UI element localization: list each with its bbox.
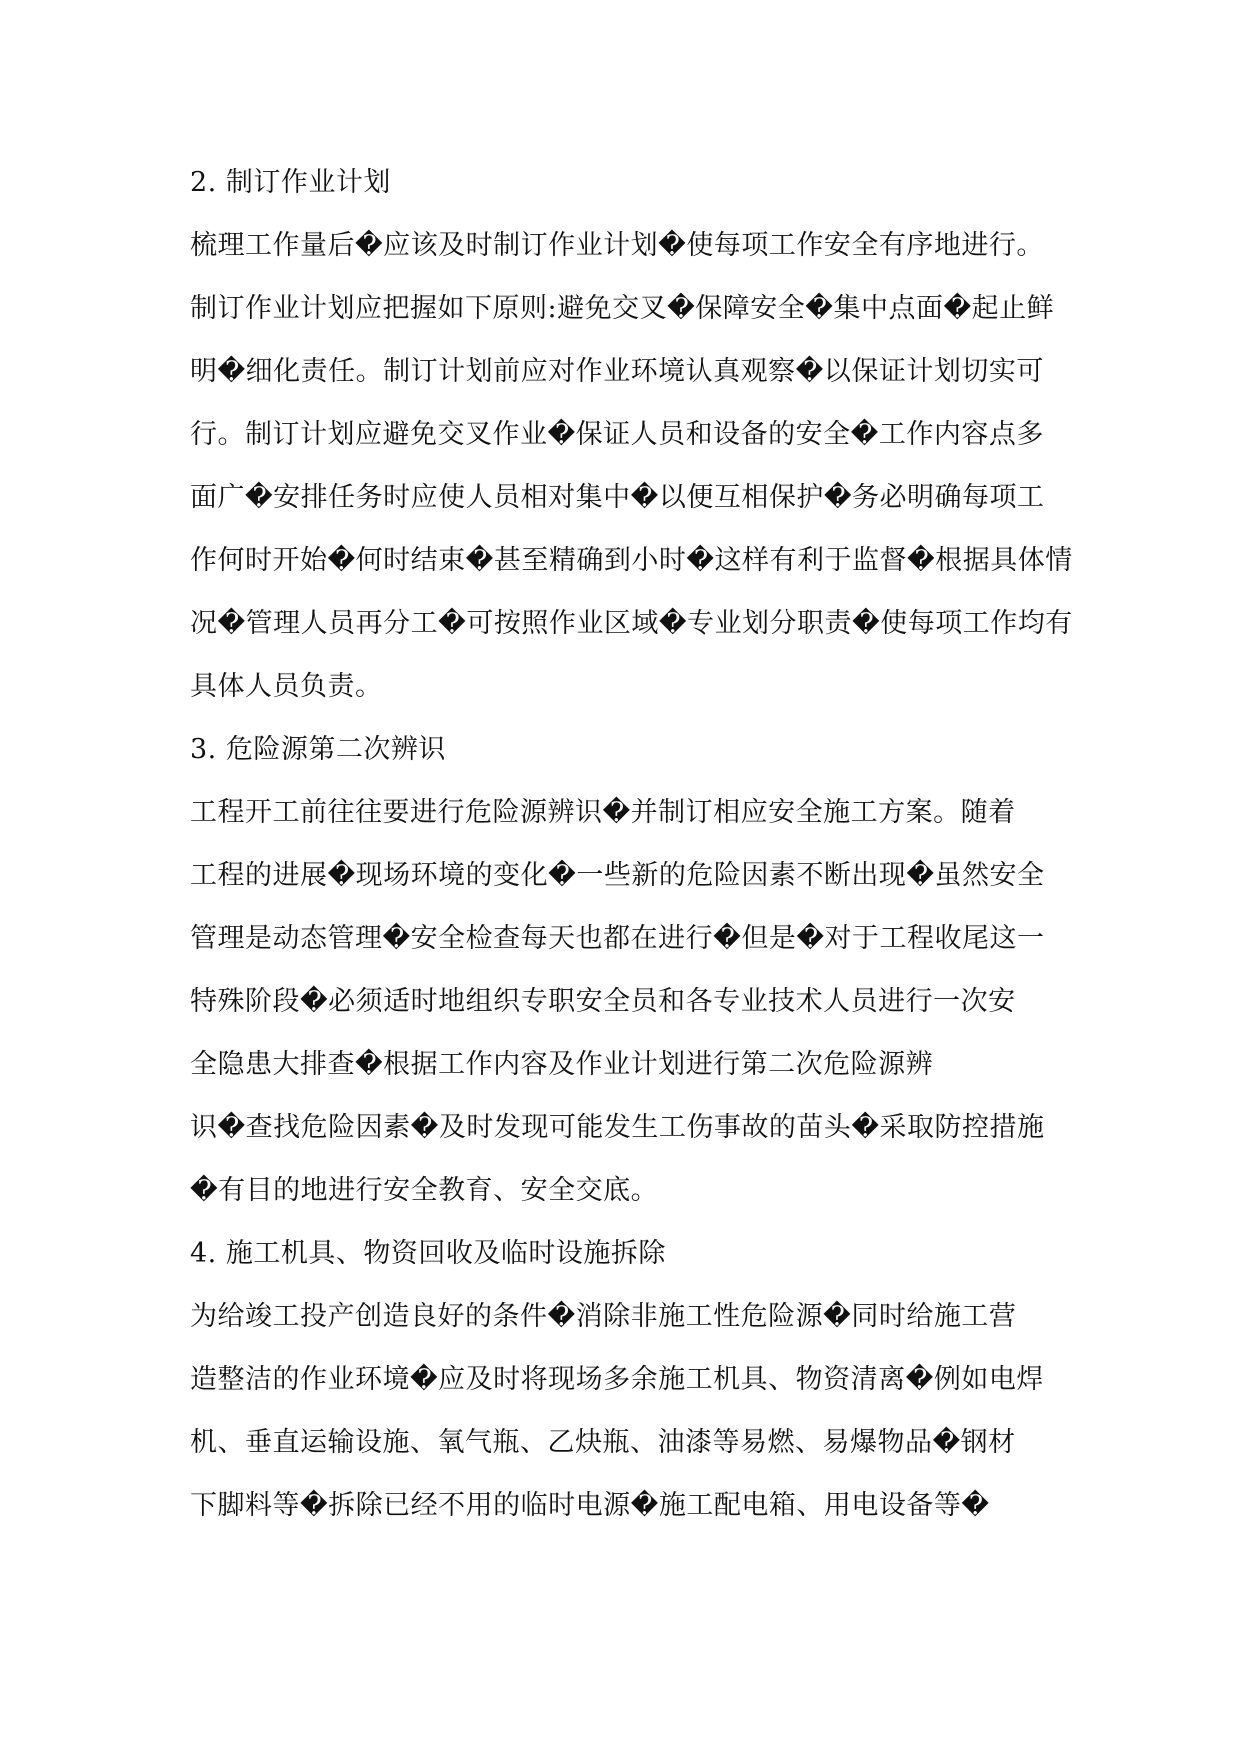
paragraph-line: 特殊阶段�必须适时地组织专职安全员和各专业技术人员进行一次安 — [190, 986, 1016, 1017]
paragraph-line: 况�管理人员再分工�可按照作业区域�专业划分职责�使每项工作均有 — [190, 608, 1073, 639]
paragraph-line: 行。制订计划应避免交叉作业�保证人员和设备的安全�工作内容点多 — [190, 419, 1044, 450]
paragraph-line: 梳理工作量后�应该及时制订作业计划�使每项工作安全有序地进行。 — [190, 230, 1044, 261]
paragraph-line: 下脚料等�拆除已经不用的临时电源�施工配电箱、用电设备等� — [190, 1490, 990, 1521]
section-heading-3: 3. 危险源第二次辨识 — [190, 734, 446, 765]
paragraph-line: 全隐患大排查�根据工作内容及作业计划进行第二次危险源辨 — [190, 1049, 934, 1080]
paragraph-line: 作何时开始�何时结束�甚至精确到小时�这样有利于监督�根据具体情 — [190, 545, 1073, 576]
section-heading-4: 4. 施工机具、物资回收及临时设施拆除 — [190, 1238, 666, 1269]
paragraph-line: 具体人员负责。 — [190, 671, 383, 702]
paragraph-line: 制订作业计划应把握如下原则:避免交叉�保障安全�集中点面�起止鲜 — [190, 293, 1055, 324]
paragraph-line: 识�查找危险因素�及时发现可能发生工伤事故的苗头�采取防控措施 — [190, 1112, 1045, 1143]
paragraph-line: �有目的地进行安全教育、安全交底。 — [190, 1175, 659, 1206]
paragraph-line: 造整洁的作业环境�应及时将现场多余施工机具、物资清离�例如电焊 — [190, 1364, 1044, 1395]
paragraph-line: 面广�安排任务时应使人员相对集中�以便互相保护�务必明确每项工 — [190, 482, 1045, 513]
paragraph-line: 管理是动态管理�安全检查每天也都在进行�但是�对于工程收尾这一 — [190, 923, 1045, 954]
section-heading-2: 2. 制订作业计划 — [190, 167, 391, 198]
paragraph-line: 工程开工前往往要进行危险源辨识�并制订相应安全施工方案。随着 — [190, 797, 1016, 828]
document-body — [190, 158, 1073, 1544]
paragraph-line: 为给竣工投产创造良好的条件�消除非施工性危险源�同时给施工营 — [190, 1301, 1017, 1332]
paragraph-line: 工程的进展�现场环境的变化�一些新的危险因素不断出现�虽然安全 — [190, 860, 1045, 891]
paragraph-line: 机、垂直运输设施、氧气瓶、乙炔瓶、油漆等易燃、易爆物品�钢材 — [190, 1427, 1016, 1458]
paragraph-line: 明�细化责任。制订计划前应对作业环境认真观察�以保证计划切实可 — [190, 356, 1044, 387]
